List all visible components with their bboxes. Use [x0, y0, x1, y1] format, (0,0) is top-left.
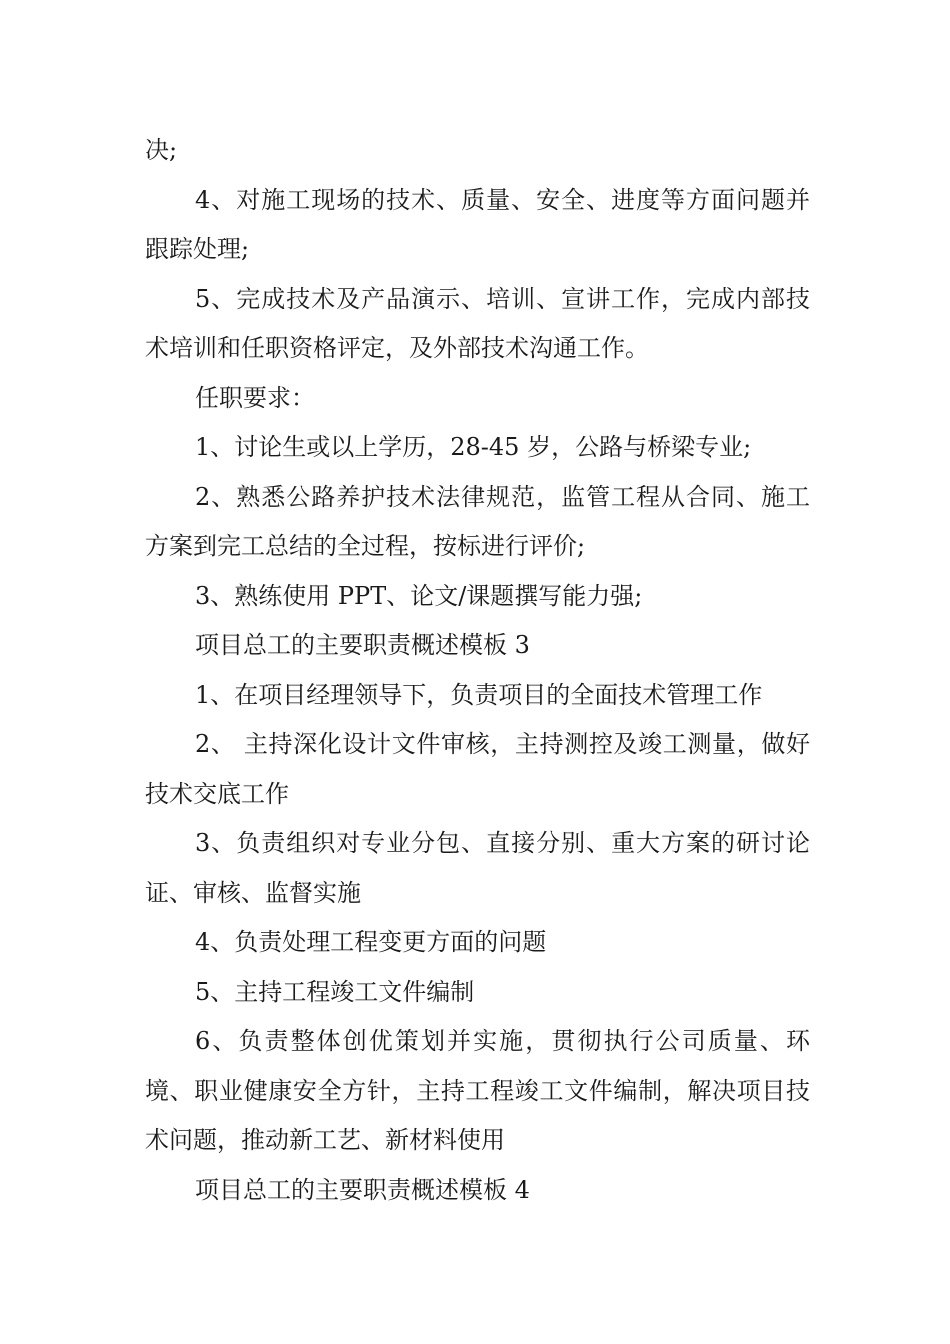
document-body	[145, 126, 810, 1215]
heading-requirements: 任职要求：	[195, 383, 315, 412]
paragraph-requirement-2: 2、熟悉公路养护技术法律规范，监管工程从合同、施工方案到完工总结的全过程，按标进行评价;	[145, 482, 810, 560]
paragraph-requirement-1: 1、讨论生或以上学历，28-45 岁，公路与桥梁专业;	[195, 433, 752, 461]
paragraph-template-3-item-4: 4、负责处理工程变更方面的问题	[195, 928, 547, 956]
paragraph-duty-4: 4、对施工现场的技术、质量、安全、进度等方面问题并跟踪处理;	[145, 185, 810, 263]
paragraph-duty-5: 5、完成技术及产品演示、培训、宣讲工作，完成内部技术培训和任职资格评定，及外部技术沟通工作。	[145, 284, 810, 362]
heading-template-3: 项目总工的主要职责概述模板 3	[195, 631, 530, 659]
paragraph-template-3-item-1: 1、在项目经理领导下，负责项目的全面技术管理工作	[195, 680, 763, 709]
paragraph-requirement-3: 3、熟练使用 PPT、论文/课题撰写能力强;	[195, 581, 643, 610]
paragraph-template-3-item-2: 2、 主持深化设计文件审核，主持测控及竣工测量，做好技术交底工作	[145, 730, 810, 808]
heading-template-4: 项目总工的主要职责概述模板 4	[195, 1175, 530, 1204]
paragraph-template-3-item-3: 3、负责组织对专业分包、直接分别、重大方案的研讨论证、审核、监督实施	[145, 829, 810, 907]
paragraph-template-3-item-5: 5、主持工程竣工文件编制	[195, 977, 475, 1006]
paragraph-continuation: 决;	[145, 136, 178, 164]
paragraph-template-3-item-6: 6、负责整体创优策划并实施，贯彻执行公司质量、环境、职业健康安全方针，主持工程竣工文件编制，解决项目技术问题，推动新工艺、新材料使用	[145, 1027, 810, 1154]
